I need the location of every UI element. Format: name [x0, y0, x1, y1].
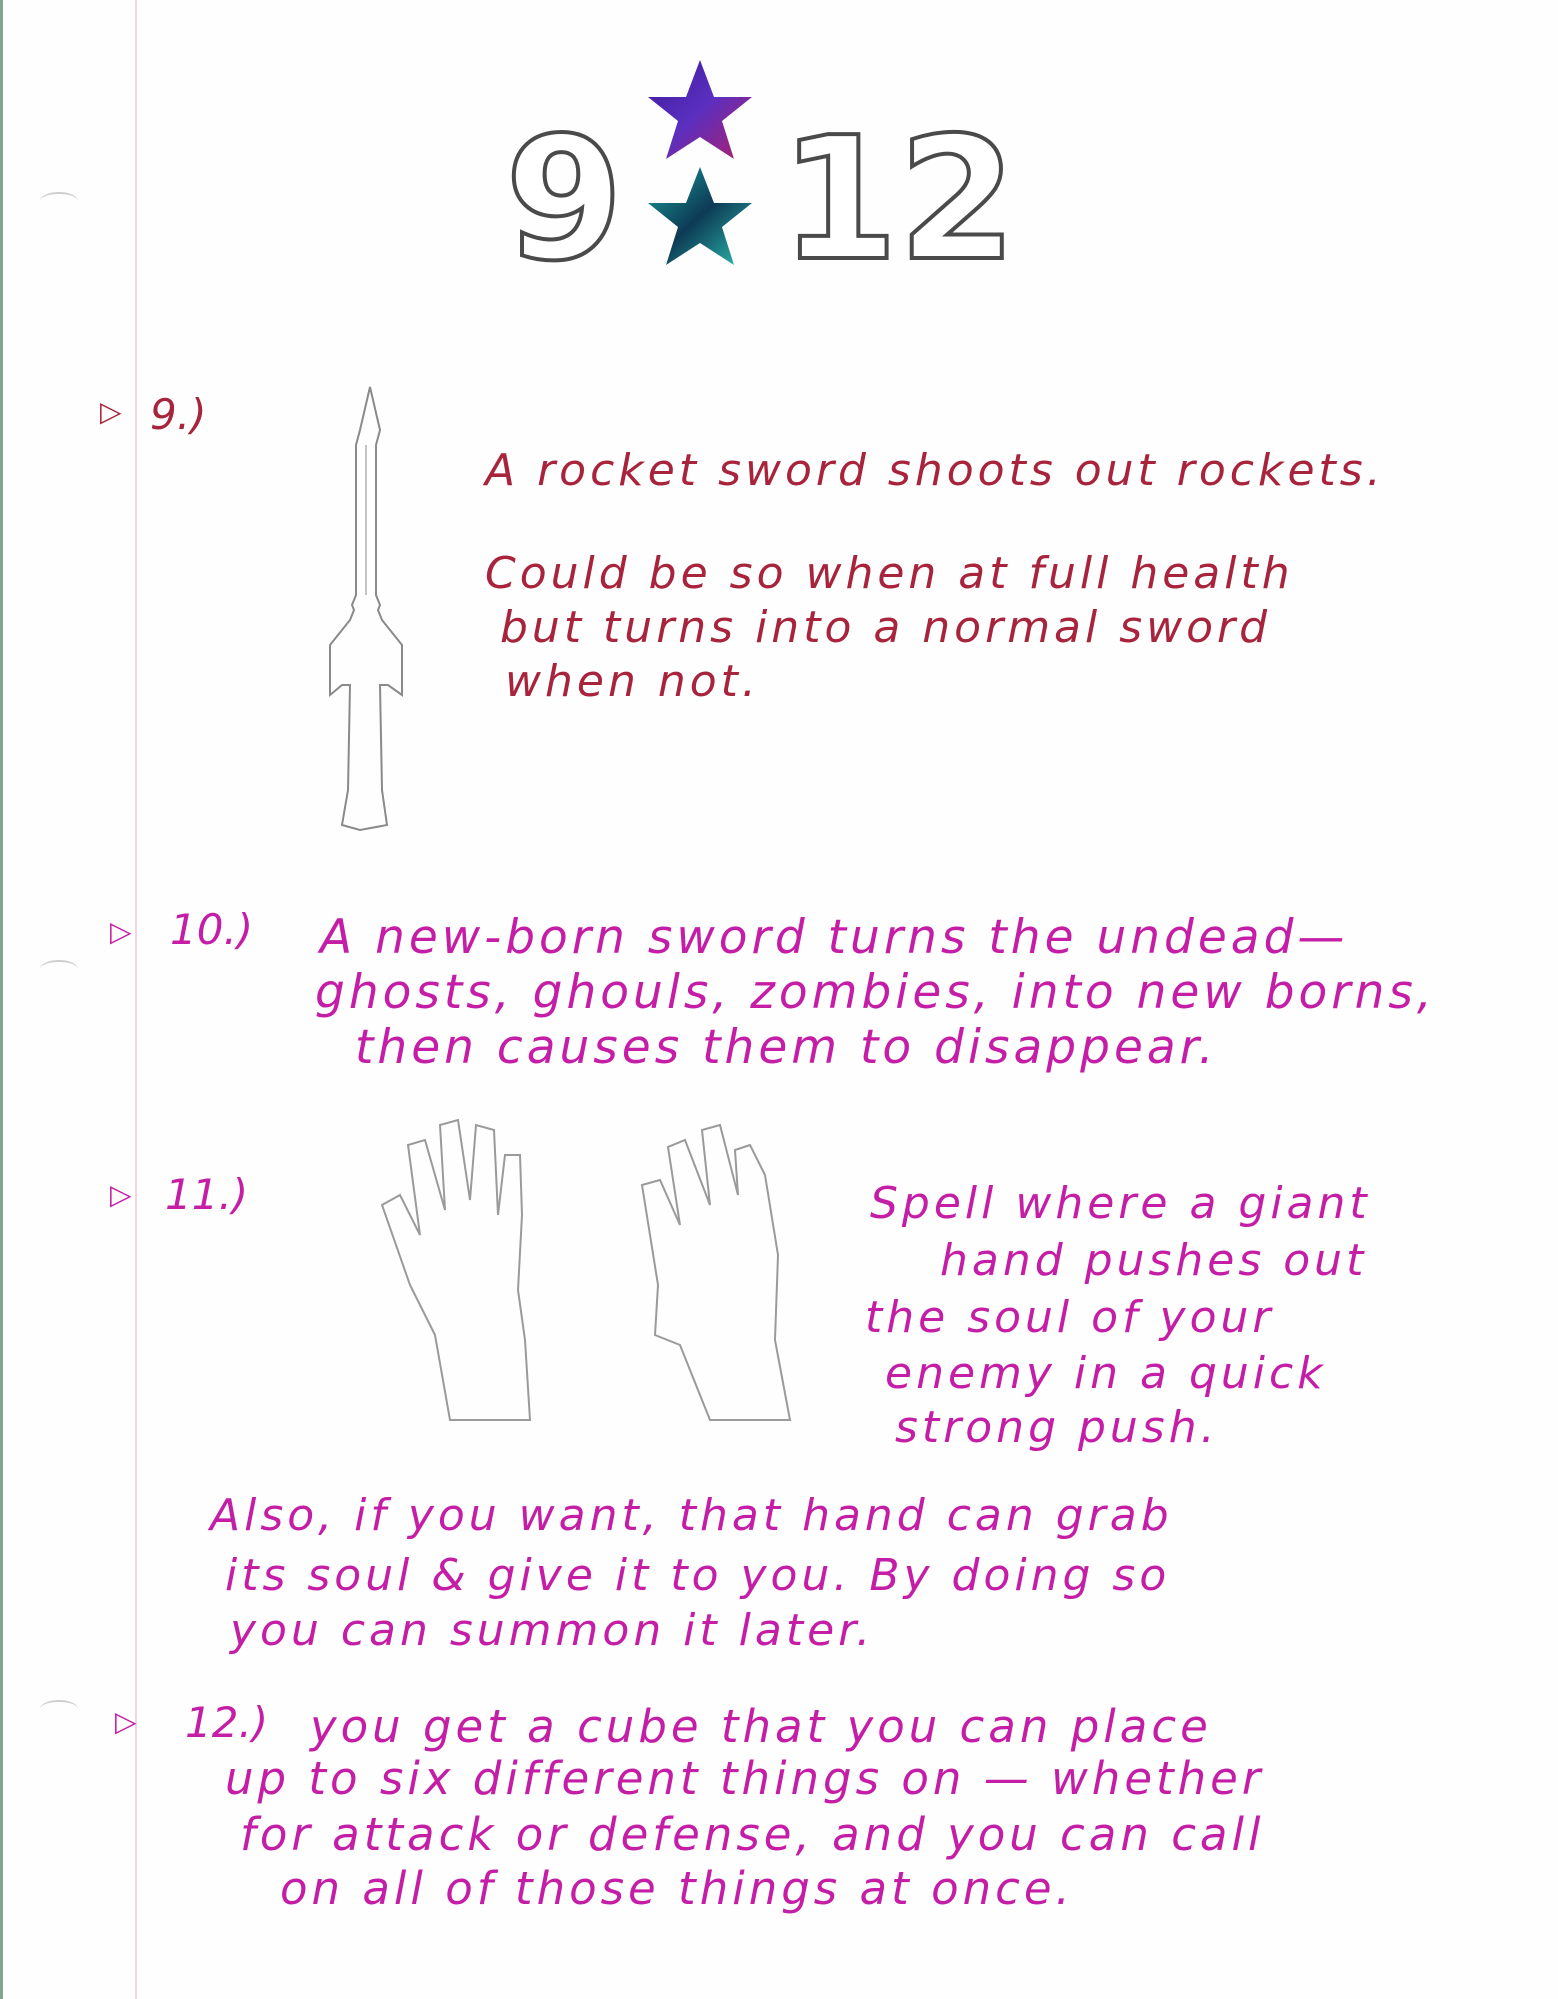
item-10-line-1: A new-born sword turns the undead—: [320, 910, 1349, 965]
item-9-label: 9.): [150, 390, 207, 439]
margin-line: [135, 0, 137, 1999]
item-11-line-1: Spell where a giant: [870, 1178, 1371, 1229]
item-10-bullet-icon: ▷: [110, 915, 132, 948]
item-11-line-2: hand pushes out: [940, 1235, 1368, 1286]
item-9-bullet-icon: ▷: [100, 395, 122, 428]
item-12-line-4: on all of those things at once.: [280, 1862, 1074, 1915]
page-edge: [0, 0, 3, 1999]
item-10-line-3: then causes them to disappear.: [355, 1020, 1218, 1075]
item-11-line-5: strong push.: [895, 1402, 1219, 1453]
item-11-extra-line-3: you can summon it later.: [230, 1605, 875, 1656]
item-9-line-4: when not.: [505, 656, 760, 707]
left-hand-drawing: [382, 1120, 530, 1420]
title-number-right: 12: [780, 101, 1017, 299]
item-12-line-3: for attack or defense, and you can call: [240, 1808, 1265, 1861]
item-12-line-2: up to six different things on — whether: [225, 1752, 1265, 1805]
item-11-line-3: the soul of your: [865, 1292, 1275, 1343]
item-10-label: 10.): [170, 905, 254, 954]
giant-hands-drawing: [380, 1085, 800, 1425]
binder-hole-mark: [40, 192, 78, 210]
item-12-bullet-icon: ▷: [115, 1705, 137, 1738]
page-title: [490, 55, 1017, 299]
item-10-line-2: ghosts, ghouls, zombies, into new borns,: [315, 965, 1436, 1020]
item-11-extra-line-2: its soul & give it to you. By doing so: [225, 1550, 1171, 1601]
item-9-line-1: A rocket sword shoots out rockets.: [485, 445, 1385, 496]
purple-star-icon: [640, 55, 760, 285]
binder-hole-mark: [40, 1700, 78, 1718]
item-9-line-2: Could be so when at full health: [485, 548, 1294, 599]
binder-hole-mark: [40, 960, 78, 978]
item-9-line-3: but turns into a normal sword: [500, 602, 1272, 653]
item-11-bullet-icon: ▷: [110, 1178, 132, 1211]
item-12-label: 12.): [185, 1698, 269, 1747]
rocket-sword-drawing: [330, 385, 410, 835]
right-hand-drawing: [642, 1125, 790, 1420]
item-11-extra-line-1: Also, if you want, that hand can grab: [210, 1490, 1173, 1541]
item-11-line-4: enemy in a quick: [885, 1348, 1327, 1399]
item-12-line-1: you get a cube that you can place: [310, 1700, 1212, 1753]
title-number-left: 9: [505, 101, 624, 299]
item-11-label: 11.): [165, 1170, 249, 1219]
teal-star-icon: [648, 167, 752, 265]
